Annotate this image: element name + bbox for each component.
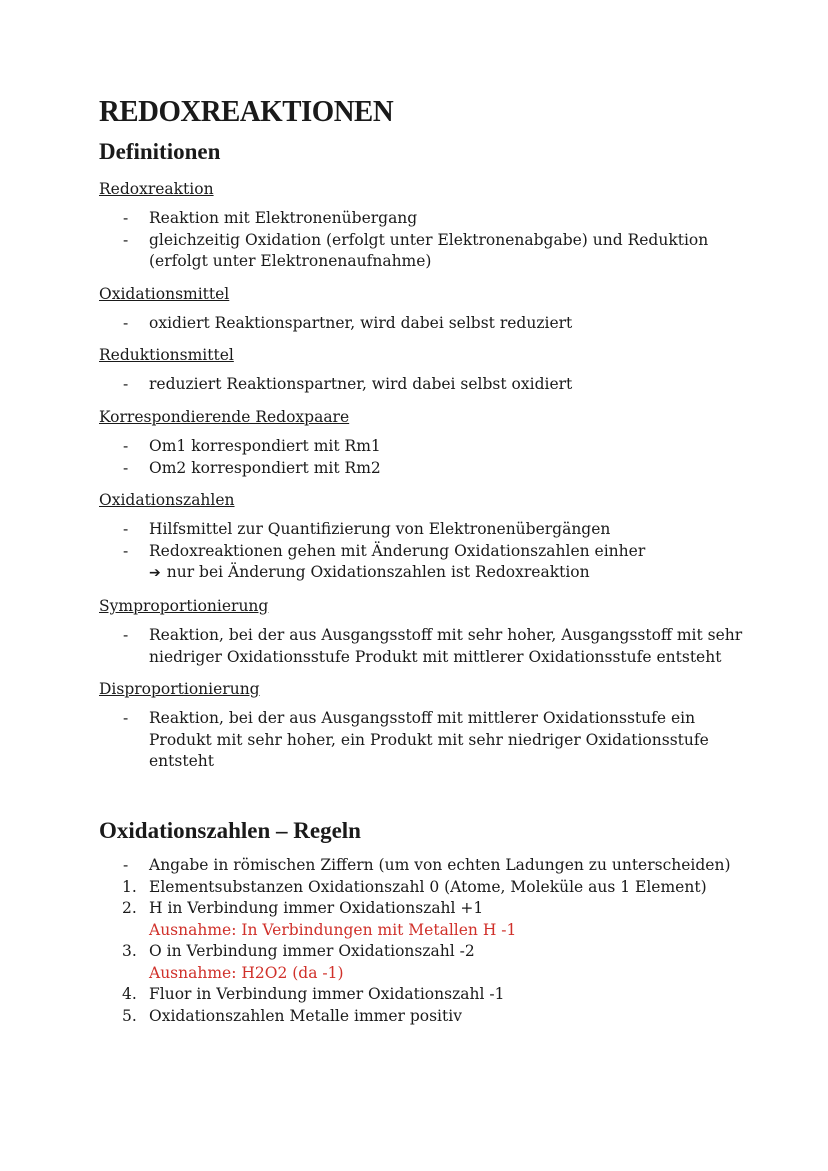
list-item: - Reaktion, bei der aus Ausgangsstoff mit sehr hoher, Ausgangsstoff mit sehr niedriger Oxidationsstufe Produkt mit mittlerer Oxidationsstufe entsteht [123,625,743,666]
bullet-list [99,436,759,479]
document-page [99,92,759,1028]
list-item: - gleichzeitig Oxidation (erfolgt unter Elektronenabgabe) und Reduktion (erfolgt unter Elektronenaufnahme) [123,230,709,271]
rule-item: 2. H in Verbindung immer Oxidationszahl +1 Ausnahme: In Verbindungen mit Metallen H -1 [99,898,759,941]
term-label: Symproportionierung [99,596,269,615]
list-item: - Om1 korrespondiert mit Rm1 [123,436,381,455]
list-item: - reduziert Reaktionspartner, wird dabei selbst oxidiert [123,375,573,394]
arrow-right-icon: ➔ [149,565,161,582]
term-oxidationszahlen [99,489,759,585]
list-item: - Redoxreaktionen gehen mit Änderung Oxidationszahlen einher ➔ nur bei Änderung Oxidationszahlen ist Redoxreaktion [99,541,759,585]
term-label: Disproportionierung [99,680,260,699]
term-label: Oxidationsmittel [99,284,230,303]
term-oxidationsmittel [99,283,759,335]
arrow-note: ➔ nur bei Änderung Oxidationszahlen ist Redoxreaktion [149,563,590,582]
term-label: Redoxreaktion [99,180,214,198]
term-label: Korrespondierende Redoxpaare [99,407,350,426]
term-symproportionierung [99,595,759,668]
rules-list [99,855,759,1028]
list-item: - Angabe in römischen Ziffern (um von echten Ladungen zu unterscheiden) [123,855,731,874]
rule-item: 5. Oxidationszahlen Metalle immer positiv [122,1007,462,1026]
rules-section [99,815,759,1028]
list-item: - Reaktion, bei der aus Ausgangsstoff mit mittlerer Oxidationsstufe ein Produkt mit sehr hoher, ein Produkt mit sehr niedriger Oxidationsstufe entsteht [123,709,709,771]
bullet-list [99,374,759,396]
list-item: - Reaktion mit Elektronenübergang [123,209,418,227]
list-item: - oxidiert Reaktionspartner, wird dabei selbst reduziert [123,313,573,332]
term-reduktionsmittel [99,344,759,396]
rule-exception: Ausnahme: H2O2 (da -1) [149,963,344,982]
list-item: - Om2 korrespondiert mit Rm2 [123,458,381,477]
list-item: - Hilfsmittel zur Quantifizierung von Elektronenübergängen [123,520,611,539]
bullet-list [99,708,759,773]
rule-exception: Ausnahme: In Verbindungen mit Metallen H -1 [149,920,517,939]
term-disproportionierung [99,678,759,773]
section-heading-definitions: Definitionen [99,139,221,164]
document-title: REDOXREAKTIONEN [99,93,394,128]
bullet-list [99,313,759,335]
section-heading-rules: Oxidationszahlen – Regeln [99,817,361,843]
bullet-list [99,625,759,668]
term-redoxpaare [99,406,759,479]
bullet-list [99,208,759,273]
rule-item: 1. Elementsubstanzen Oxidationszahl 0 (Atome, Moleküle aus 1 Element) [122,877,707,896]
term-label: Oxidationszahlen [99,491,235,510]
bullet-list [99,519,759,585]
term-label: Reduktionsmittel [99,346,234,365]
rule-item: 4. Fluor in Verbindung immer Oxidationszahl -1 [122,985,505,1004]
rule-item: 3. O in Verbindung immer Oxidationszahl -2 Ausnahme: H2O2 (da -1) [99,941,759,984]
term-redoxreaktion [99,178,759,273]
